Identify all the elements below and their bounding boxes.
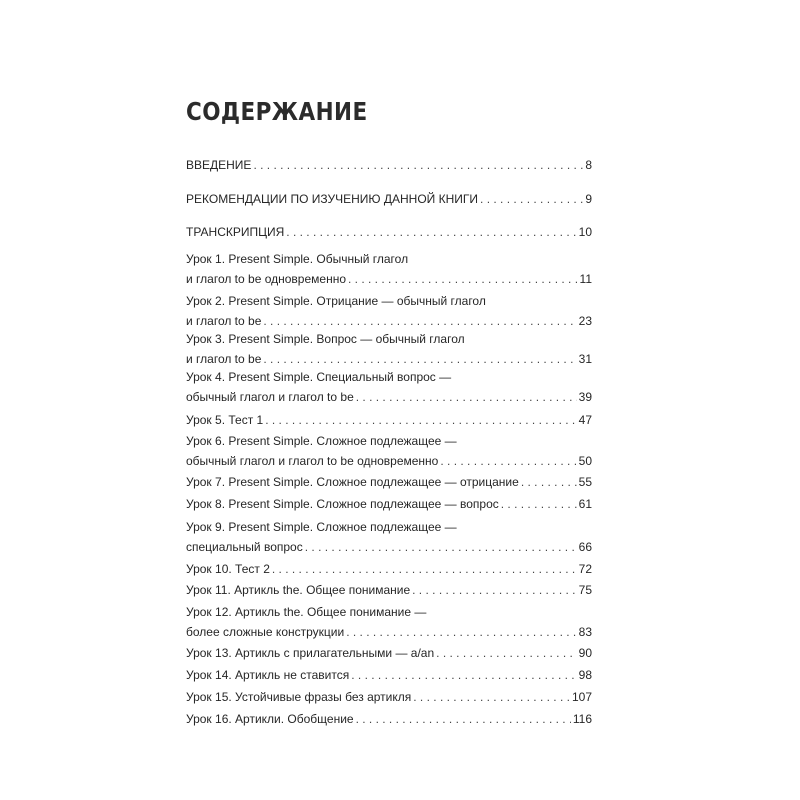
dot-leader <box>346 622 576 642</box>
page-number: 75 <box>578 583 592 597</box>
dot-leader <box>413 687 570 707</box>
page-number: 50 <box>578 454 592 468</box>
page-number: 66 <box>578 540 592 554</box>
page-number: 83 <box>578 625 592 639</box>
toc-entry <box>186 410 592 430</box>
page-number: 10 <box>578 225 592 239</box>
dot-leader <box>356 709 571 729</box>
toc-entry-title: обычный глагол и глагол to be одновременно <box>186 454 439 468</box>
toc-entry <box>186 517 592 557</box>
dot-leader <box>412 580 577 600</box>
toc-entry-title: Урок 8. Present Simple. Сложное подлежащее — вопрос <box>186 497 499 511</box>
toc-entry <box>186 472 592 492</box>
toc-entry-title: Урок 13. Артикль с прилагательными — a/an <box>186 646 435 660</box>
page-number: 61 <box>578 497 592 511</box>
dot-leader <box>265 410 576 430</box>
page-number: 90 <box>578 646 592 660</box>
toc-entry-title-line: Урок 2. Present Simple. Отрицание — обычный глагол <box>186 294 486 308</box>
dot-leader <box>263 311 576 331</box>
toc-entry-row <box>186 222 592 242</box>
toc-entry-row <box>186 387 592 407</box>
toc-entry-title: Урок 5. Тест 1 <box>186 413 264 427</box>
toc-entry-row <box>186 311 592 331</box>
toc-entry-row <box>186 269 592 289</box>
toc-entry-title: ТРАНСКРИПЦИЯ <box>186 225 285 239</box>
toc-entry-title-line: Урок 3. Present Simple. Вопрос — обычный глагол <box>186 332 465 346</box>
toc-entry <box>186 602 592 642</box>
page-number: 23 <box>578 314 592 328</box>
toc-entry <box>186 189 592 209</box>
toc-entry-row <box>186 580 592 600</box>
toc-entry-row <box>186 494 592 514</box>
toc-entry-title-line: Урок 9. Present Simple. Сложное подлежащее — <box>186 520 457 534</box>
toc-entry-title: более сложные конструкции <box>186 625 345 639</box>
page-number: 31 <box>578 352 592 366</box>
dot-leader <box>521 472 577 492</box>
dot-leader <box>272 559 577 579</box>
toc-entry <box>186 643 592 663</box>
toc-entry-row <box>186 189 592 209</box>
dot-leader <box>480 189 583 209</box>
toc-entry <box>186 155 592 175</box>
toc-entry <box>186 367 592 407</box>
page-number: 11 <box>579 272 592 286</box>
toc-entry-title: Урок 16. Артикли. Обобщение <box>186 712 354 726</box>
dot-leader <box>286 222 576 242</box>
toc-entry-title: специальный вопрос <box>186 540 303 554</box>
dot-leader <box>436 643 576 663</box>
page-title: СОДЕРЖАНИЕ <box>186 97 368 126</box>
toc-entry-row <box>186 643 592 663</box>
page-number: 98 <box>578 668 592 682</box>
toc-entry <box>186 291 592 331</box>
toc-entry <box>186 559 592 579</box>
toc-entry-row <box>186 410 592 430</box>
dot-leader <box>253 155 583 175</box>
toc-entry-title: ВВЕДЕНИЕ <box>186 158 252 172</box>
page-number: 116 <box>572 712 592 726</box>
dot-leader <box>356 387 577 407</box>
toc-entry-title: РЕКОМЕНДАЦИИ ПО ИЗУЧЕНИЮ ДАННОЙ КНИГИ <box>186 192 479 206</box>
toc-entry-title: и глагол to be <box>186 352 262 366</box>
toc-entry <box>186 580 592 600</box>
page-number: 9 <box>585 192 592 206</box>
toc-entry-title: Урок 11. Артикль the. Общее понимание <box>186 583 411 597</box>
toc-entry-title: обычный глагол и глагол to be <box>186 390 354 404</box>
toc-entry <box>186 222 592 242</box>
toc-entry <box>186 709 592 729</box>
page-number: 107 <box>571 690 592 704</box>
toc-entry-title: Урок 15. Устойчивые фразы без артикля <box>186 690 412 704</box>
toc-entry-row <box>186 709 592 729</box>
page-number: 39 <box>578 390 592 404</box>
dot-leader <box>348 269 578 289</box>
toc-entry <box>186 687 592 707</box>
toc-entry-row <box>186 622 592 642</box>
toc-entry <box>186 249 592 289</box>
toc-entry-row <box>186 687 592 707</box>
dot-leader <box>305 537 577 557</box>
toc-entry <box>186 431 592 471</box>
toc-entry-title-line: Урок 4. Present Simple. Специальный вопрос — <box>186 370 452 384</box>
toc-entry-title: Урок 14. Артикль не ставится <box>186 668 350 682</box>
dot-leader <box>440 451 576 471</box>
toc-entry-title-line: Урок 6. Present Simple. Сложное подлежащее — <box>186 434 457 448</box>
page-number: 47 <box>578 413 592 427</box>
toc-entry-title-line: Урок 12. Артикль the. Общее понимание — <box>186 605 427 619</box>
dot-leader <box>263 349 576 369</box>
page-number: 55 <box>578 475 592 489</box>
page-number: 72 <box>578 562 592 576</box>
toc-entry <box>186 665 592 685</box>
dot-leader <box>501 494 577 514</box>
toc-entry-row <box>186 451 592 471</box>
toc-entry-row <box>186 349 592 369</box>
toc-entry-title-line: Урок 1. Present Simple. Обычный глагол <box>186 252 409 266</box>
toc-entry-title: Урок 7. Present Simple. Сложное подлежащее — отрицание <box>186 475 519 489</box>
toc-entry-row <box>186 472 592 492</box>
toc-entry-title: Урок 10. Тест 2 <box>186 562 270 576</box>
toc-entry-row <box>186 155 592 175</box>
dot-leader <box>351 665 576 685</box>
page-number: 8 <box>585 158 592 172</box>
toc-entry-row <box>186 665 592 685</box>
toc-entry-row <box>186 537 592 557</box>
toc-entry <box>186 329 592 369</box>
toc-entry <box>186 494 592 514</box>
toc-entry-title: и глагол to be одновременно <box>186 272 346 286</box>
toc-entry-title: и глагол to be <box>186 314 262 328</box>
toc-entry-row <box>186 559 592 579</box>
